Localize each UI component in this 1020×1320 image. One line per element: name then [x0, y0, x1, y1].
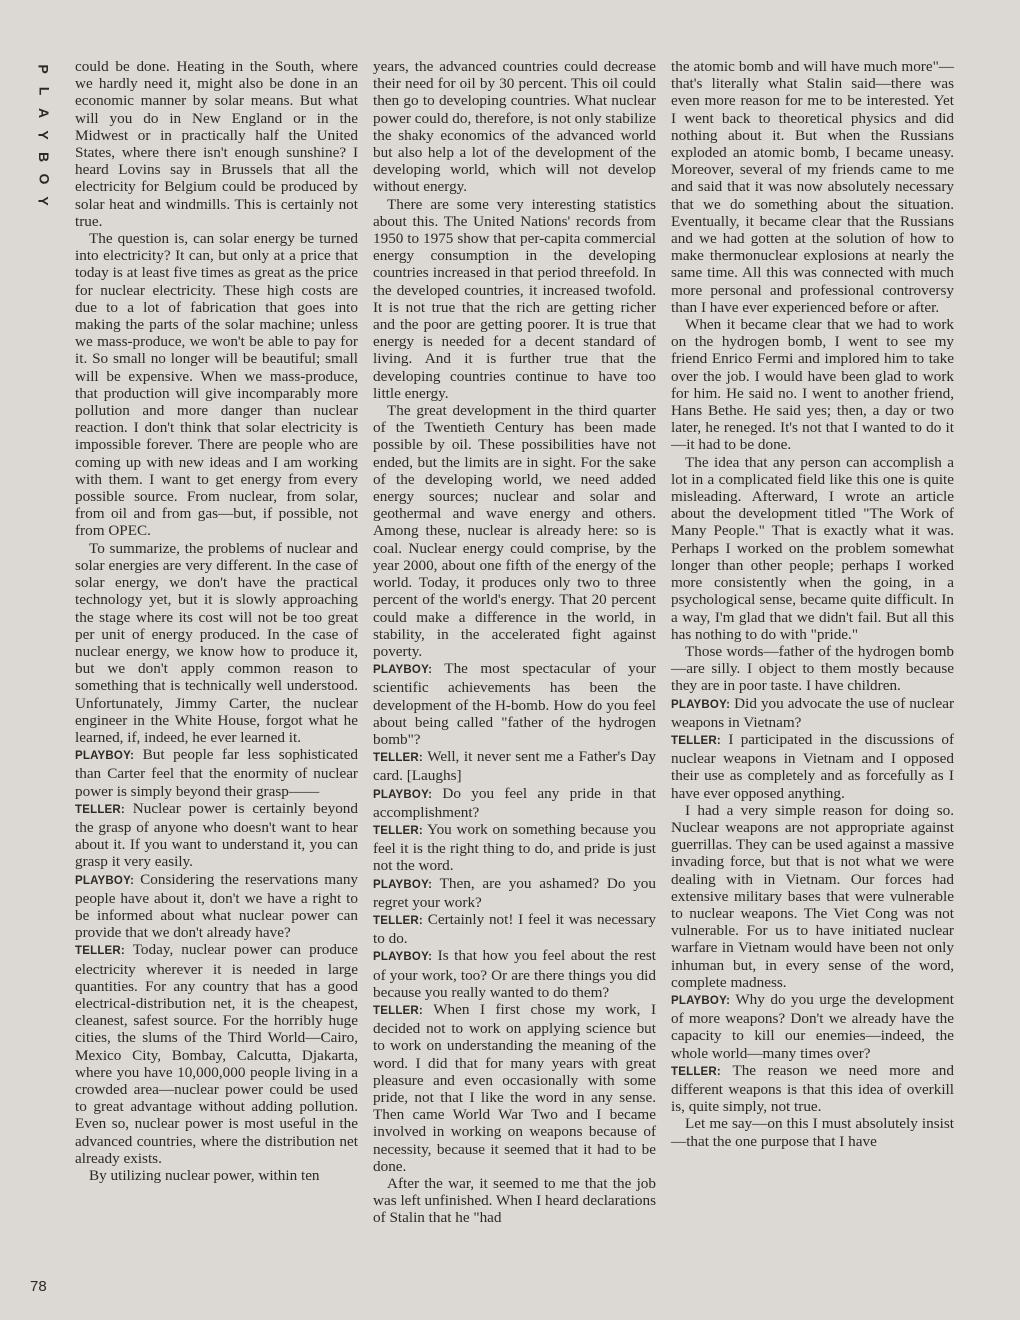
- paragraph-text: the atomic bomb and will have much more"—that's literally what Stalin said—there was even more reason for me to be interested. Yet I went back to theoretical physics and did nothing about it. But when the Russians exploded an atomic bomb, I became uneasy. Moreover, several of my friends came to me and said that it was now absolutely necessary that we do something about the situation. Eventually, it became clear that the Russians and we had gotten at the solution of how to make thermonuclear explosions at nearly the same time. All this was connected with much more personal and professional controversy than I have ever experienced before or after.: [671, 58, 954, 316]
- subject-answer: [373, 1001, 656, 1175]
- paragraph-text: The most spectacular of your scientific achievements has been the development of the H-bomb. How do you feel about being called "father of the hydrogen bomb"?: [373, 660, 656, 748]
- paragraph-text: Did you advocate the use of nuclear weapons in Vietnam?: [671, 694, 954, 731]
- speaker-teller: TELLER:: [75, 803, 125, 816]
- paragraph-text: Nuclear power is certainly beyond the grasp of anyone who doesn't want to hear about it. If you want to understand it, you can grasp it very easily.: [75, 799, 358, 871]
- body-paragraph: [373, 196, 656, 402]
- paragraph-text: Considering the reservations many people have about it, don't we have a right to be informed about what nuclear power can provide that we don't already have?: [75, 870, 359, 942]
- paragraph-text: The idea that any person can accomplish a lot in a complicated field like this one is quite misleading. Afterward, I wrote an article about the development titled "The Work of Many People." That is exactly what it was. Perhaps I worked on the problem somewhat longer than other people; perhaps I worked more consistently when the going, in a psychological sense, became quite difficult. In a way, I'm glad that we didn't fail. But all this has nothing to do with "pride.": [671, 453, 954, 643]
- speaker-playboy: PLAYBOY:: [671, 994, 731, 1007]
- masthead-letter: Y: [36, 196, 52, 206]
- paragraph-text: But people far less sophisticated than Carter feel that the enormity of nuclear power is simply beyond their grasp——: [75, 746, 358, 800]
- speaker-teller: TELLER:: [671, 1065, 721, 1078]
- masthead-letter: P: [36, 64, 52, 74]
- paragraph-text: years, the advanced countries could decrease their need for oil by 30 percent. This oil could then go to developing countries. What nuclear power could do, therefore, is not only stabilize the shaky economics of the advanced world but also help a lot of the development of the developing world, which will not develop without energy.: [373, 58, 657, 196]
- interviewer-question: [75, 871, 358, 942]
- paragraph-text: To summarize, the problems of nuclear and solar energies are very different. In the case of solar energy, we don't have the practical technology yet, but it is slowly approaching the stage where its cost will not be too great per unit of energy produced. In the case of nuclear energy, we know how to produce it, but we don't apply common reason to something that is technically well understood. Unfortunately, Jimmy Carter, the nuclear engineer in the White House, forgot what he learned, if, indeed, he ever learned it.: [75, 539, 358, 746]
- interviewer-question: [373, 875, 656, 911]
- paragraph-text: Why do you urge the development of more weapons? Don't we already have the capacity to kill our enemies—indeed, the whole world—many times over?: [671, 990, 954, 1062]
- paragraph-text: Let me say—on this I must absolutely insist—that the one purpose that I have: [671, 1115, 954, 1150]
- page-number: 78: [30, 1278, 47, 1295]
- paragraph-text: You work on something because you feel it is the right thing to do, and pride is just not the word.: [373, 820, 657, 875]
- paragraph-text: The reason we need more and different weapons is that this idea of overkill is, quite simply, not true.: [671, 1061, 954, 1116]
- subject-answer: [373, 821, 656, 875]
- subject-answer: [373, 911, 656, 947]
- body-paragraph: [671, 1115, 954, 1149]
- masthead-letter: O: [35, 173, 52, 185]
- paragraph-text: Then, are you ashamed? Do you regret your work?: [373, 874, 656, 911]
- paragraph-text: The question is, can solar energy be turned into electricity? It can, but only at a price that today is at least five times as great as the price for nuclear electricity. These high costs are due to a lot of fabrication that goes into making the parts of the solar machine; unless we mass-produce, we won't be able to pay for it. So small no longer will be beautiful; small will be expensive. When we mass-produce, that production will give incomparably more pollution and more danger than nuclear reaction. I don't think that solar electricity is impossible forever. There are people who are coming up with new ideas and I am working with them. I want to get energy from every possible source. From nuclear, from solar, from oil and from gas—but, if possible, not from OPEC.: [75, 230, 358, 540]
- paragraph-text: Is that how you feel about the rest of your work, too? Or are there things you did because you really wanted to do them?: [373, 947, 656, 1001]
- subject-answer: [671, 1062, 954, 1116]
- paragraph-text: Certainly not! I feel it was necessary to do.: [373, 910, 657, 948]
- speaker-playboy: PLAYBOY:: [671, 698, 731, 711]
- paragraph-text: There are some very interesting statistics about this. The United Nations' records from 1950 to 1975 show that per-capita commercial energy consumption in the developing countries increased in that period threefold. In the developed countries, it increased twofold. It is not true that the rich are getting richer and the poor are getting poorer. It is true that energy is needed for a decent standard of living. And it is further true that the developing countries continue to have too little energy.: [373, 195, 656, 402]
- paragraph-text: Those words—father of the hydrogen bomb—are silly. I object to them mostly because they are in poor taste. I have children.: [671, 642, 954, 695]
- speaker-playboy: PLAYBOY:: [75, 750, 135, 763]
- body-paragraph: [671, 454, 954, 643]
- interviewer-question: [671, 991, 954, 1062]
- paragraph-text: Today, nuclear power can produce electricity wherever it is needed in large quantities. For any country that has a good electrical-distribution net, it is the cheapest, cleanest, safest source. For the horribly huge cities, the slums of the Third World—Cairo, Mexico City, Bombay, Calcutta, Djakarta, where you have 10,000,000 people living in a crowded area—nuclear power could be used to great advantage without adding pollution. Even so, nuclear power is most useful in the advanced countries, where the distribution net already exists.: [75, 941, 358, 1167]
- paragraph-text: By utilizing nuclear power, within ten: [89, 1167, 320, 1184]
- body-paragraph: [671, 643, 954, 695]
- text-column-2: [373, 58, 656, 1227]
- body-paragraph: [373, 402, 656, 660]
- interviewer-question: [75, 746, 358, 800]
- body-paragraph: [75, 540, 358, 746]
- paragraph-text: After the war, it seemed to me that the job was left unfinished. When I heard declarations of Stalin that he "had: [373, 1175, 656, 1227]
- speaker-teller: TELLER:: [671, 734, 721, 747]
- body-paragraph: [671, 58, 954, 316]
- speaker-playboy: PLAYBOY:: [373, 788, 433, 801]
- subject-answer: [75, 941, 358, 1167]
- speaker-teller: TELLER:: [373, 914, 423, 927]
- speaker-teller: TELLER:: [373, 1004, 423, 1017]
- interviewer-question: [671, 695, 954, 731]
- masthead-letter: Y: [36, 130, 52, 140]
- speaker-teller: TELLER:: [373, 752, 423, 765]
- subject-answer: [75, 800, 358, 871]
- speaker-teller: TELLER:: [373, 824, 423, 837]
- interviewer-question: [373, 785, 656, 821]
- masthead-letter: B: [36, 151, 52, 163]
- paragraph-text: I had a very simple reason for doing so. Nuclear weapons are not appropriate against guerrillas. They can be used against a massive invading force, but that is not what we were dealing with in Vietnam. Our forces had extensive military bases that were vulnerable to nuclear weapons. The Viet Cong was not vulnerable. For us to have initiated nuclear warfare in Vietnam would have been not only inhuman but, in every sense of the word, complete madness.: [671, 801, 954, 991]
- speaker-playboy: PLAYBOY:: [373, 951, 433, 964]
- playboy-masthead: [34, 58, 54, 218]
- body-paragraph: [373, 1175, 656, 1227]
- interviewer-question: [373, 947, 656, 1001]
- body-paragraph: [75, 230, 358, 540]
- subject-answer: [671, 731, 954, 802]
- interviewer-question: [373, 660, 656, 748]
- text-column-1: [75, 58, 358, 1184]
- subject-answer: [373, 748, 656, 784]
- paragraph-text: When it became clear that we had to work on the hydrogen bomb, I went to see my friend Enrico Fermi and implored him to take over the job. I would have been glad to work for him. He said no. I went to another friend, Hans Bethe. He said yes; then, a day or two later, he reneged. It's not that I wanted to do it—it had to be done.: [671, 316, 954, 454]
- body-paragraph: [373, 58, 656, 196]
- paragraph-text: I participated in the discussions of nuclear weapons in Vietnam and I opposed their use as completely and as forcefully as I have ever opposed anything.: [671, 730, 954, 802]
- paragraph-text: Do you feel any pride in that accomplishment?: [373, 784, 656, 821]
- speaker-teller: TELLER:: [75, 945, 125, 958]
- paragraph-text: When I first chose my work, I decided not to work on applying science but to work on understanding the meaning of the word. I did that for many years with great pleasure and even occasionally with some pride, not that I like the word in any sense. Then came World War Two and I became involved in working on weapons because of necessity, because it seemed that it had to be done.: [373, 1000, 657, 1175]
- speaker-playboy: PLAYBOY:: [75, 874, 135, 887]
- body-paragraph: [75, 58, 358, 230]
- body-paragraph: [671, 316, 954, 454]
- masthead-letter: L: [36, 86, 52, 96]
- body-paragraph: [671, 802, 954, 991]
- speaker-playboy: PLAYBOY:: [373, 664, 433, 677]
- text-column-3: [671, 58, 954, 1150]
- masthead-letter: A: [36, 107, 52, 119]
- body-paragraph: [75, 1167, 358, 1184]
- speaker-playboy: PLAYBOY:: [373, 878, 433, 891]
- paragraph-text: The great development in the third quarter of the Twentieth Century has been made possible by oil. These possibilities have not ended, but the limits are in sight. For the sake of the developing world, we need added energy sources; nuclear and solar and geothermal and wave energy and others. Among these, nuclear is already here: so is coal. Nuclear energy could comprise, by the year 2000, about one fifth of the energy of the world. Today, it produces only two to three percent of the world's energy. That 20 percent could make a difference in the world, in stability, in the accelerated fight against poverty.: [373, 402, 656, 660]
- paragraph-text: Well, it never sent me a Father's Day card. [Laughs]: [373, 748, 656, 785]
- paragraph-text: could be done. Heating in the South, where we hardly need it, might also be done in an economic manner by solar means. But what will you do in New England or in the Midwest or in practically half the United States, where there isn't enough sunshine? I heard Lovins say in Brussels that all the electricity for Belgium could be produced by solar heat and windmills. This is certainly not true.: [75, 58, 358, 230]
